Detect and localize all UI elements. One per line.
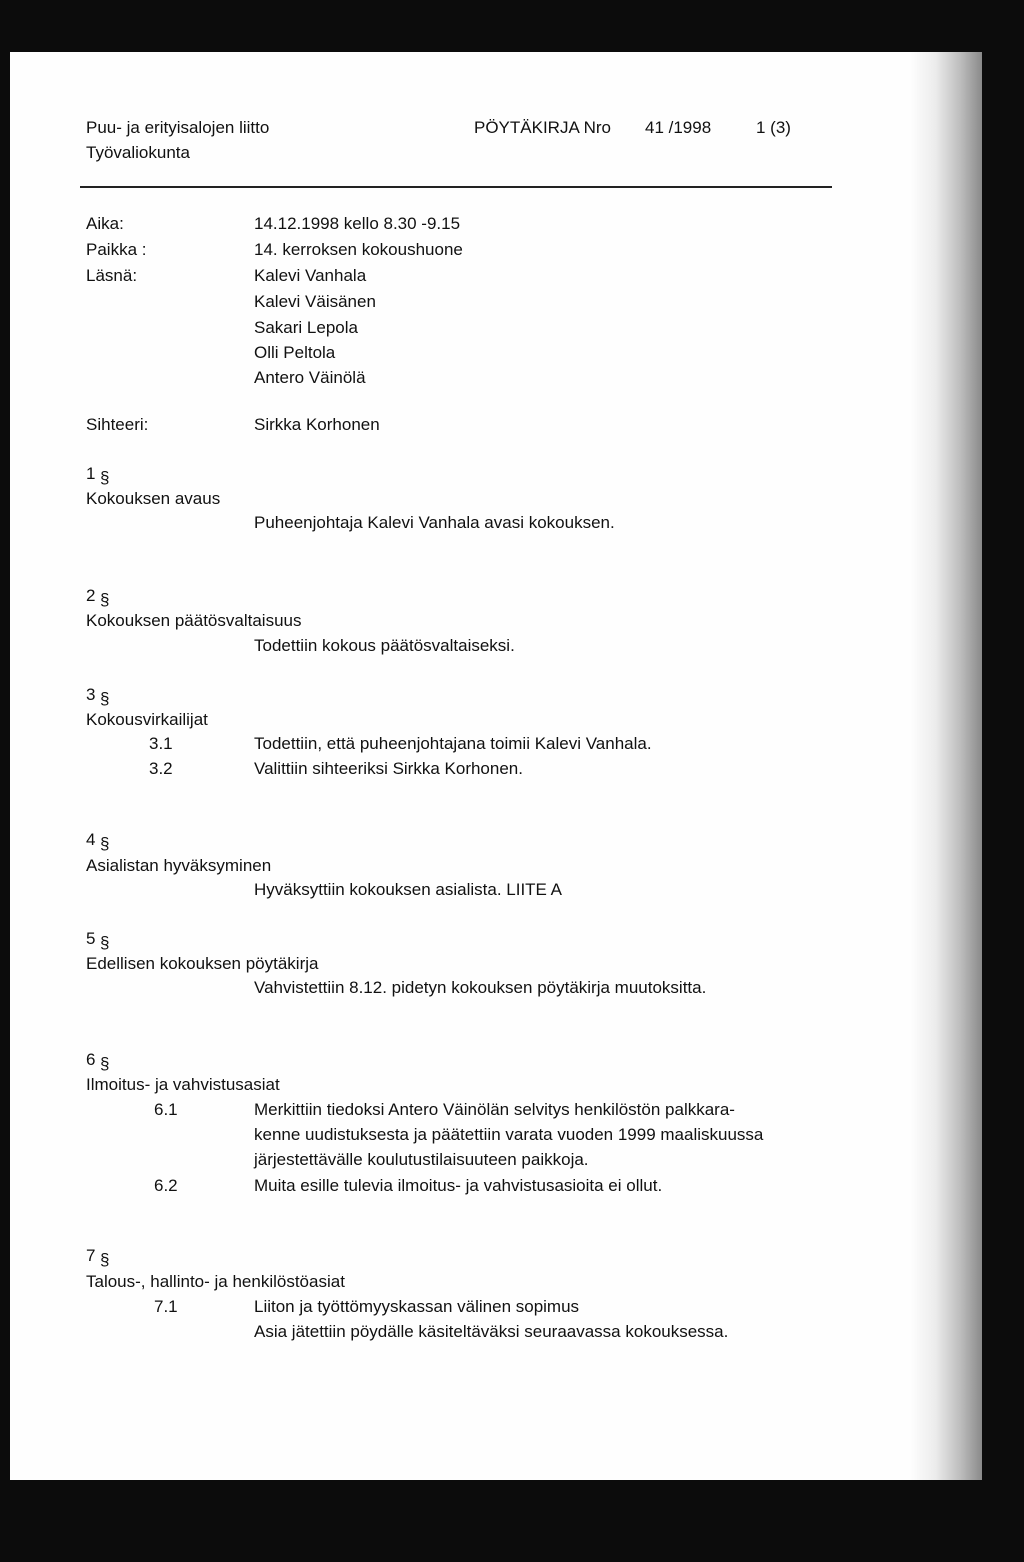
section-number: 7 — [86, 1246, 96, 1265]
section-text: Hyväksyttiin kokouksen asialista. LIITE A — [254, 880, 563, 899]
document-number: 41 /1998 — [645, 118, 712, 137]
section-title: Kokouksen päätösvaltaisuus — [86, 611, 302, 630]
item-text-continued: järjestettävälle koulutustilaisuuteen paikkoja. — [254, 1150, 589, 1169]
section-number: 4 — [86, 830, 96, 849]
section-number: 6 — [86, 1050, 96, 1069]
item-text-continued: kenne uudistuksesta ja päätettiin varata vuoden 1999 maaliskuussa — [254, 1125, 764, 1144]
page-edge-shadow — [910, 52, 982, 1480]
item-text: Merkittiin tiedoksi Antero Väinölän selvitys henkilöstön palkkara- — [254, 1100, 735, 1119]
section-number: 3 — [86, 685, 96, 704]
section-title: Kokousvirkailijat — [86, 710, 208, 729]
item-number: 6.2 — [154, 1176, 178, 1195]
section-symbol: § — [100, 1250, 110, 1269]
section-text: Vahvistettiin 8.12. pidetyn kokouksen pöytäkirja muutoksitta. — [254, 978, 707, 997]
place-label: Paikka : — [86, 240, 147, 259]
secretary-value: Sirkka Korhonen — [254, 415, 380, 434]
present-person: Antero Väinölä — [254, 368, 366, 387]
header-divider — [80, 186, 832, 188]
section-title: Ilmoitus- ja vahvistusasiat — [86, 1075, 280, 1094]
present-person: Kalevi Vanhala — [254, 266, 367, 285]
section-number: 1 — [86, 464, 96, 483]
section-symbol: § — [100, 1054, 110, 1073]
present-person: Kalevi Väisänen — [254, 292, 376, 311]
page-info: 1 (3) — [756, 118, 791, 137]
secretary-label: Sihteeri: — [86, 415, 149, 434]
committee-name: Työvaliokunta — [86, 143, 190, 162]
section-text: Todettiin kokous päätösvaltaiseksi. — [254, 636, 515, 655]
time-label: Aika: — [86, 214, 124, 233]
document-type: PÖYTÄKIRJA Nro — [474, 118, 611, 137]
section-symbol: § — [100, 834, 110, 853]
section-title: Asialistan hyväksyminen — [86, 856, 272, 875]
item-text: Liiton ja työttömyyskassan välinen sopimus — [254, 1297, 580, 1316]
section-symbol: § — [100, 689, 110, 708]
organization-name: Puu- ja erityisalojen liitto — [86, 118, 270, 137]
item-text: Muita esille tulevia ilmoitus- ja vahvistusasioita ei ollut. — [254, 1176, 663, 1195]
item-number: 3.2 — [149, 759, 173, 778]
present-label: Läsnä: — [86, 266, 138, 285]
item-text-continued: Asia jätettiin pöydälle käsiteltäväksi seuraavassa kokouksessa. — [254, 1322, 729, 1341]
section-title: Talous-, hallinto- ja henkilöstöasiat — [86, 1272, 345, 1291]
time-value: 14.12.1998 kello 8.30 -9.15 — [254, 214, 461, 233]
item-number: 7.1 — [154, 1297, 178, 1316]
place-value: 14. kerroksen kokoushuone — [254, 240, 463, 259]
section-number: 2 — [86, 586, 96, 605]
item-text: Valittiin sihteeriksi Sirkka Korhonen. — [254, 759, 523, 778]
present-person: Sakari Lepola — [254, 318, 358, 337]
section-title: Kokouksen avaus — [86, 489, 221, 508]
item-number: 6.1 — [154, 1100, 178, 1119]
section-symbol: § — [100, 933, 110, 952]
section-number: 5 — [86, 929, 96, 948]
item-text: Todettiin, että puheenjohtajana toimii Kalevi Vanhala. — [254, 734, 652, 753]
section-text: Puheenjohtaja Kalevi Vanhala avasi kokouksen. — [254, 513, 615, 532]
section-symbol: § — [100, 590, 110, 609]
item-number: 3.1 — [149, 734, 173, 753]
present-person: Olli Peltola — [254, 343, 336, 362]
section-title: Edellisen kokouksen pöytäkirja — [86, 954, 319, 973]
section-symbol: § — [100, 468, 110, 487]
